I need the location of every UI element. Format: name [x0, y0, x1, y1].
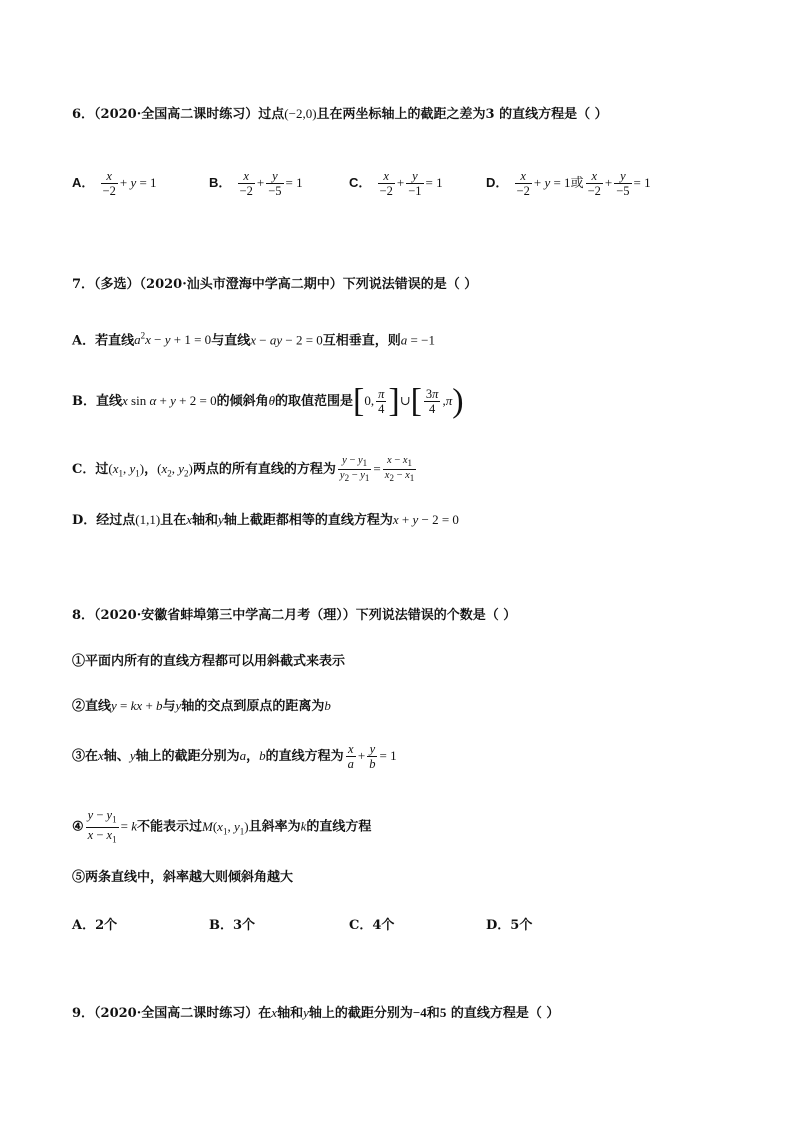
option-label: B． — [209, 175, 232, 190]
option-text: B．3个 — [209, 918, 256, 933]
q6-number: 6． — [72, 107, 95, 122]
text: ④ — [72, 819, 84, 835]
text: 过 — [95, 462, 109, 478]
text: 的取值范围是 — [275, 394, 354, 409]
text: 的直线方程 — [306, 819, 372, 835]
q6-stem — [72, 104, 608, 125]
text: 两点的所有直线的方程为 — [192, 462, 336, 478]
option-text: A．2个 — [72, 918, 118, 933]
q8-option-c[interactable] — [349, 914, 394, 933]
q7-option-d[interactable]: D．经过点(1,1)且在x轴和y轴上截距都相等的直线方程为x + y − 2 = 0 — [72, 512, 459, 528]
q7-option-b[interactable]: B．直线x sin α + y + 2 = 0的倾斜角θ的取值范围是[0, $\frac{\pi}{4}$ ]∪[ $\frac{3\pi}{4}$ ,π) — [72, 382, 464, 420]
fraction: $\frac{x}{-2}$ — [587, 169, 601, 198]
value: −4 — [412, 1005, 427, 1020]
q7-text: （多选）（2020·汕头市澄海中学高二期中）下列说法错误的是（ ） — [94, 277, 478, 292]
q7-number: 7． — [72, 277, 95, 292]
fraction: $\frac{x}{-2}$ — [379, 169, 393, 198]
q6-option-b[interactable]: B． $\frac{x}{-2}$ + $\frac{y}{-5}$ = 1 — [209, 169, 303, 198]
text: 的直线方程是（ ） — [450, 1006, 560, 1021]
fraction: $\frac{y - y_1}{y_2 - y_1}$ — [339, 455, 370, 484]
q8-statement-2: ②直线y = kx + b与y轴的交点到原点的距离为b — [72, 698, 331, 714]
q8-stem — [72, 606, 516, 626]
q8-option-b[interactable] — [209, 914, 255, 933]
q6-option-a[interactable]: A． $\frac{x}{-2}$ + y = 1 — [72, 169, 157, 198]
q6-option-d[interactable]: D． $\frac{x}{-2}$ + y = 1或 $\frac{x}{-2}$ + $\frac{y}{-5}$ = 1 — [486, 169, 651, 198]
text: 直线 — [96, 394, 123, 409]
q6-text: 且在两坐标轴上的截距之差为 — [316, 107, 486, 122]
fraction: $\frac{y}{-1}$ — [408, 169, 422, 198]
text: 轴的交点到原点的距离为 — [181, 699, 325, 714]
q8-statement-1 — [72, 652, 345, 672]
text: 轴上的截距分别为 — [135, 749, 240, 764]
q6-number-3: 3 — [485, 107, 495, 122]
option-label: A． — [72, 333, 96, 349]
text: ③在 — [72, 749, 99, 764]
text: 轴上的截距分别为 — [308, 1006, 413, 1021]
text: ， — [144, 462, 158, 478]
q9-source: （2020·全国高二课时练习） — [94, 1006, 259, 1021]
fraction: $\frac{x}{-2}$ — [516, 169, 530, 198]
q6-point: (−2,0) — [284, 106, 317, 121]
text: ， — [246, 749, 260, 764]
text: 不能表示过 — [136, 819, 202, 835]
q8-number: 8． — [72, 608, 95, 623]
text: 轴和 — [277, 1006, 304, 1021]
fraction: $\frac{x}{a}$ — [347, 742, 354, 771]
text: ⑤两条直线中，斜率越大则倾斜角越大 — [72, 870, 294, 885]
q6-option-c[interactable]: C． $\frac{x}{-2}$ + $\frac{y}{-1}$ = 1 — [349, 169, 443, 198]
fraction: $\frac{y}{b}$ — [369, 742, 376, 771]
q7-stem — [72, 275, 477, 295]
q9-number: 9． — [72, 1006, 95, 1021]
text: 的直线方程为 — [265, 749, 344, 764]
option-label: B． — [72, 394, 96, 409]
text: 若直线 — [95, 333, 135, 349]
text: ①平面内所有的直线方程都可以用斜截式来表示 — [72, 654, 346, 669]
q8-option-a[interactable] — [72, 914, 117, 933]
text: 且在 — [160, 513, 187, 528]
text: 且斜率为 — [248, 819, 301, 835]
q8-statement-3: ③在x轴、y轴上的截距分别为a，b的直线方程为 $\frac{x}{a}$ + $\frac{y}{b}$ = 1 — [72, 742, 397, 771]
option-label: C． — [349, 175, 372, 190]
text: 与直线 — [211, 333, 251, 349]
fraction: $\frac{x}{-2}$ — [239, 169, 253, 198]
fraction: $\frac{x - x_1}{x_2 - x_1}$ — [384, 455, 415, 484]
q6-text: 过点 — [258, 107, 285, 122]
fraction: $\frac{y}{-5}$ — [268, 169, 282, 198]
q8-statement-4: ④ $\frac{y - y_1}{x - x_1}$ = k不能表示过$M(x_1$, $y_1$)且斜率为k的直线方程 — [72, 808, 372, 844]
q7-option-a[interactable]: A．若直线$a^2x - y + 1 = 0$与直线x − ay − 2 = 0互相垂直，则a = −1 — [72, 331, 435, 349]
text: 轴上截距都相等的直线方程为 — [223, 513, 393, 528]
value: 5 — [439, 1005, 447, 1020]
q6-source: （2020·全国高二课时练习） — [94, 107, 259, 122]
option-label: A． — [72, 175, 95, 190]
option-text: D．5个 — [486, 918, 533, 933]
text: ②直线 — [72, 699, 112, 714]
fraction: $\frac{x}{-2}$ — [102, 169, 116, 198]
fraction: $\frac{3\pi}{4}$ — [425, 387, 439, 416]
q8-option-d[interactable] — [486, 914, 532, 933]
q8-text: （2020·安徽省蚌埠第三中学高二月考（理））下列说法错误的个数是（ ） — [94, 608, 517, 623]
option-label: D． — [72, 513, 97, 528]
text: 互相垂直，则 — [322, 333, 401, 349]
text: 的倾斜角 — [216, 394, 269, 409]
text: 与 — [162, 699, 176, 714]
text: 和 — [426, 1006, 440, 1021]
option-text: C．4个 — [349, 918, 395, 933]
q6-text: 的直线方程是（ ） — [499, 107, 608, 122]
text: 经过点 — [96, 513, 136, 528]
or-text: 或 — [570, 176, 584, 191]
q7-option-c[interactable]: C．过($x_1$, $y_1$)，($x_2$, $y_2$)两点的所有直线的方程为 $\frac{y - y_1}{y_2 - y_1}$ = $\frac{x - x_1}{x_2 - x_1}$ — [72, 455, 415, 484]
q9-stem: 9．（2020·全国高二课时练习）在x轴和y轴上的截距分别为−4和5 的直线方程是（ ） — [72, 1005, 560, 1021]
fraction: $\frac{y}{-5}$ — [616, 169, 630, 198]
text: 轴和 — [192, 513, 219, 528]
fraction: $\frac{\pi}{4}$ — [378, 387, 385, 416]
option-label: C． — [72, 462, 96, 478]
text: 在 — [258, 1006, 272, 1021]
fraction: $\frac{y - y_1}{x - x_1}$ — [87, 808, 117, 844]
q8-statement-5 — [72, 868, 293, 888]
option-label: D． — [486, 175, 509, 190]
text: 轴、 — [103, 749, 130, 764]
